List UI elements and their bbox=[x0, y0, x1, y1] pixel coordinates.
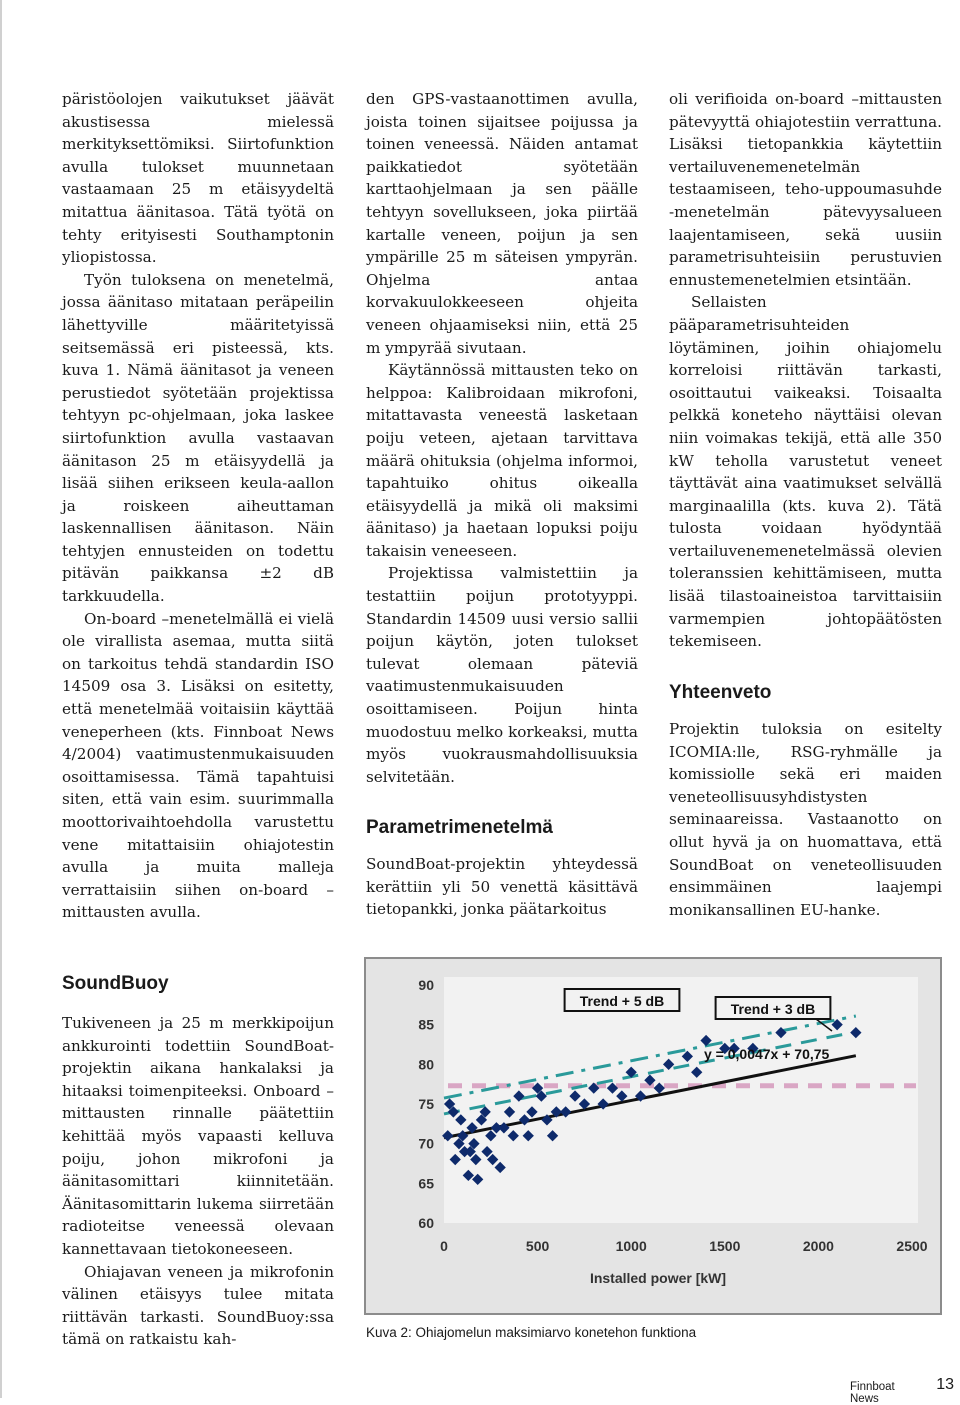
x-tick-label: 2000 bbox=[802, 1238, 834, 1254]
y-tick-label: 60 bbox=[418, 1215, 434, 1231]
x-tick-label: 2500 bbox=[896, 1238, 928, 1254]
x-axis-label: Installed power [kW] bbox=[589, 1270, 727, 1286]
x-tick-label: 500 bbox=[525, 1238, 550, 1254]
y-tick-label: 70 bbox=[418, 1135, 434, 1152]
paragraph: SoundBoat-projektin yhteydessä kerättiin yli 50 venettä käsittävä tietopankki, jonka päätarkoitus bbox=[366, 855, 638, 919]
paragraph: Käytännössä mittausten teko on helppoa: Kalibroidaan mikrofoni, mitattavasta veneestä lasketaan poiju veteen, ajetaan tarvittava määrä ohituksia (ohjelma informoi, tapahtuiko ohitus oikealla etäisyydellä ja mikä oli maksimi äänitaso) ja haetaan lopuksi poiju takaisin veneeseen. bbox=[366, 361, 638, 560]
yhteenveto-section bbox=[669, 718, 942, 921]
paragraph: Työn tuloksena on menetelmä, jossa äänitaso mitataan peräpeilin lähettyville määritetyissä seitsemässä eri pisteessä, kts. kuva 1. Nämä äänitasot ja veneen perustiedot syötetään projektissa tehtyyn pc-ohjelmaan, joka laskee siirtofunktion avulla vastaavan äänitason 25 m etäisyydellä ja lisää siihen erikseen keula-aallon ja roiskeen aiheuttaman laskennallisen äänitason. Näin tehtyjen ennusteiden on todettu pitävän paikkansa ±2 dB tarkkuudella. bbox=[62, 270, 334, 606]
section-heading-soundbuoy: SoundBuoy bbox=[62, 973, 169, 994]
section-heading-parametrimenetelma: Parametrimenetelmä bbox=[366, 817, 553, 838]
figure-caption: Kuva 2: Ohiajomelun maksimiarvo konetehon funktiona bbox=[366, 1325, 697, 1340]
plot-area bbox=[444, 977, 918, 1223]
soundbuoy-section bbox=[62, 1012, 334, 1351]
trend-equation: y = 0,0047x + 70,75 bbox=[704, 1046, 830, 1062]
parametri-section bbox=[366, 853, 638, 921]
paragraph: Ohiajavan veneen ja mikrofonin välinen etäisyys tulee mitata riittävän tarkasti. SoundBuoy:ssa tämä on ratkaistu kah- bbox=[62, 1262, 334, 1349]
column-2 bbox=[366, 88, 638, 788]
section-heading-yhteenveto: Yhteenveto bbox=[669, 682, 772, 703]
scatter-chart bbox=[366, 959, 940, 1313]
paragraph: Sellaisten pääparametrisuhteiden löytäminen, joihin ohiajomelu korreloisi riittävän tarkasti, osoittautui vaikeaksi. Toisaalta pelkkä koneteho näyttäisi olevan niin voimakas tekijä, että alle 350 kW teholla varustetut veneet täyttävät aina vaatimukset selvällä marginaalilla (kts. kuva 2). Tätä tulosta voidaan hyödyntää vertailuvenemenetelmässä olevien toleranssien kehittämiseen, mutta lisää tilastoaineistoa tarvittaisiin varmempien johtopäätösten tekemiseen. bbox=[669, 293, 942, 651]
paragraph: Projektin tuloksia on esitelty ICOMIA:lle, RSG-ryhmälle ja komissiolle sekä eri maiden veneteollisuusyhdistysten seminaareissa. Vastaanotto on ollut hyvä ja on huomattava, että SoundBoat on veneteollisuuden ensimmäinen laajempi monikansallinen EU-hanke. bbox=[669, 720, 942, 919]
page-edge-shadow bbox=[0, 0, 2, 1398]
y-tick-label: 75 bbox=[418, 1096, 434, 1112]
paragraph: oli verifioida on-board –mittausten pätevyyttä ohiajotestiin verrattuna. Lisäksi tietopankkia käytettiin vertailuvenemenetelmän testaamiseen, teho-uppoumasuhde -menetelmän pätevyysalueen laajentamiseen, sekä uusiin parametrisuhteisiin perustuvien ennustemenetelmien etsintään. bbox=[669, 90, 942, 289]
column-3 bbox=[669, 88, 942, 653]
y-tick-label: 90 bbox=[418, 977, 434, 993]
x-tick-label: 0 bbox=[440, 1238, 448, 1254]
paragraph: den GPS-vastaanottimen avulla, joista toinen sijaitsee poijussa ja toinen veneessä. Näiden antamat paikkatiedot syötetään karttaohjelmaan ja sen päälle tehtyyn sovellukseen, joka piirtää kartalle veneen, poijun ja sen ympärille 25 m säteisen ympyrän. Ohjelma antaa korvakuulokkeeseen ohjeita veneen ohjaamiseksi niin, että 25 m ympyrää sivutaan. bbox=[366, 90, 638, 357]
figure-2-chart bbox=[364, 957, 942, 1315]
paragraph: päristöolojen vaikutukset jäävät akustisessa mielessä merkityksettömiksi. Siirtofunktion avulla tulokset muunnetaan vastaamaan 25 m etäisyydeltä mitattua äänitasoa. Tätä työtä on tehty erityisesti Southamptonin yliopistossa. bbox=[62, 90, 334, 267]
footer-publication: Finnboat News bbox=[850, 1381, 895, 1405]
column-1 bbox=[62, 88, 334, 924]
annotation-trend-plus-5: Trend + 5 dB bbox=[579, 993, 665, 1009]
x-tick-label: 1000 bbox=[615, 1238, 647, 1254]
page-number: 13 bbox=[936, 1376, 954, 1393]
paragraph: On-board –menetelmällä ei vielä ole virallista asemaa, mutta siitä on tarkoitus tehdä standardin ISO 14509 osa 3. Lisäksi on esitetty, että menetelmää voitaisiin käyttää veneperheen (kts. Finnboat News 4/2004) vaatimustenmukaisuuden osoittamisessa. Tämä tapahtuisi siten, että vain esim. suurimmalla moottorivaihtoehdolla varustettu vene mitattaisiin ohiajotestin avulla ja muita malleja verrattaisiin siihen on-board –mittausten avulla. bbox=[62, 609, 334, 922]
y-tick-label: 80 bbox=[418, 1056, 434, 1073]
paragraph: Tukiveneen ja 25 m merkkipoijun ankkurointi todettiin SoundBoat-projektin aikana hankalaksi ja hitaaksi toimenpiteeksi. Onboard –mittausten rinnalle päätettiin kehittää myös vapaasti kelluva poiju, johon mikrofoni ja äänitasomittari kiinnitetään. Äänitasomittarin lukema siirretään radioteitse veneessä olevaan kannettavaan tietokoneeseen. bbox=[62, 1014, 334, 1258]
page-footer bbox=[850, 1376, 960, 1405]
paragraph: Projektissa valmistettiin ja testattiin poijun prototyyppi. Standardin 14509 uusi versio sallii poijun käytön, joten tulokset tulevat olemaan päteviä vaatimustenmukaisuuden osoittamiseen. Poijun hinta muodostuu melko korkeaksi, mutta myös vuokrausmahdollisuuksia selvitetään. bbox=[366, 564, 638, 786]
y-tick-label: 65 bbox=[418, 1175, 434, 1192]
y-tick-label: 85 bbox=[418, 1016, 434, 1033]
x-tick-label: 1500 bbox=[709, 1238, 741, 1254]
annotation-trend-plus-3: Trend + 3 dB bbox=[730, 1001, 816, 1017]
